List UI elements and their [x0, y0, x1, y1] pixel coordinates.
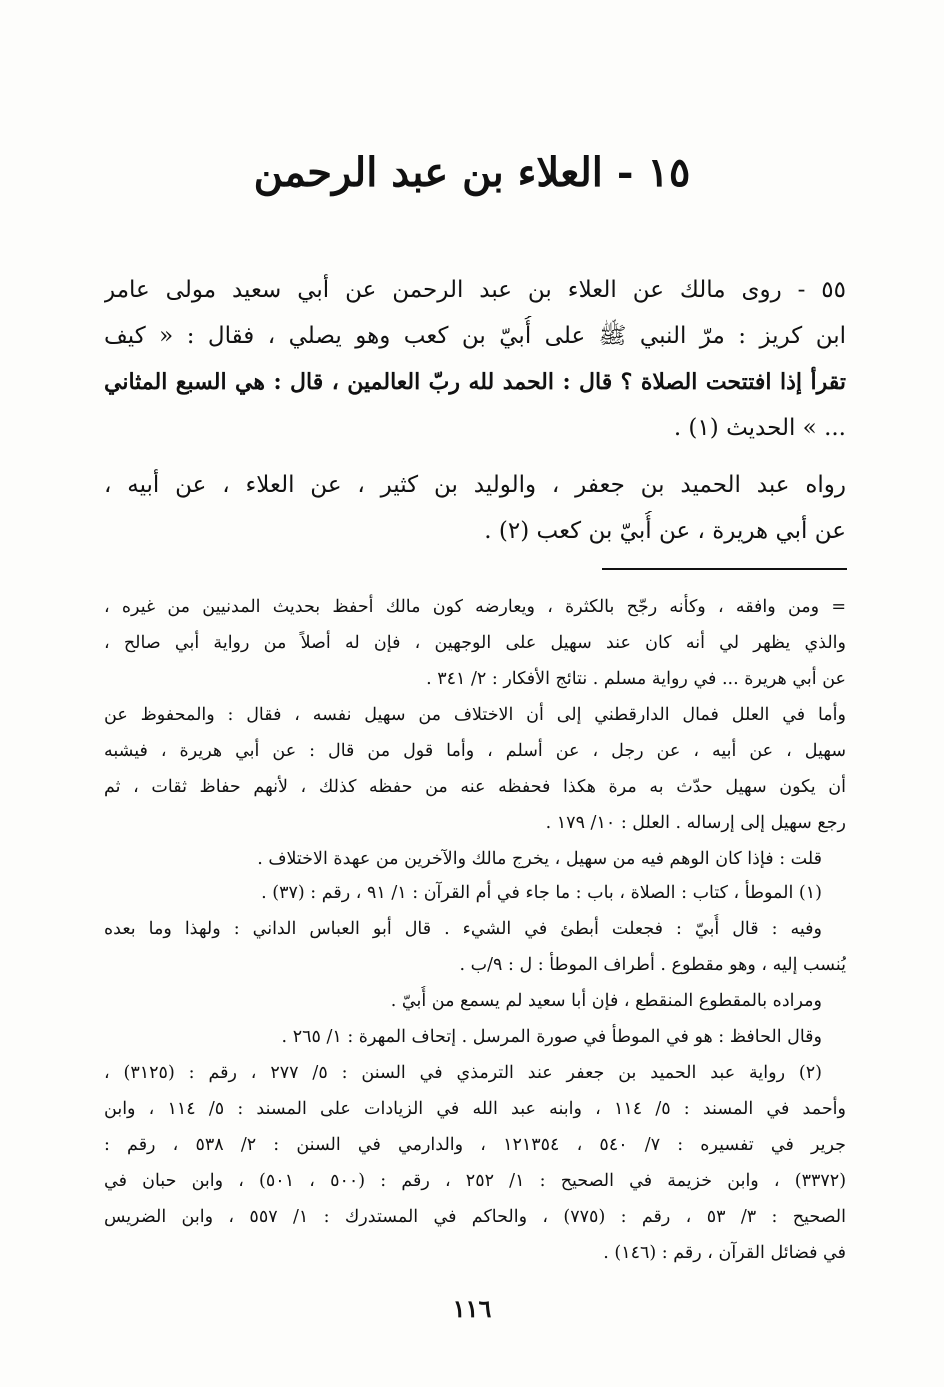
page-number: ١١٦: [452, 1294, 492, 1323]
footnote-line: والذي يظهر لي أنه كان عند سهيل على الوجهين ، فإن له أصلاً من رواية أبي صالح ،: [104, 633, 846, 653]
footnote-line: قلت : فإذا كان الوهم فيه من سهيل ، يخرج مالك والآخرين من عهدة الاختلاف .: [257, 849, 822, 869]
footnote-line: رجع سهيل إلى إرساله . العلل : ١٠/ ١٧٩ .: [545, 813, 846, 833]
footnote-line: = ومن وافقه ، وكأنه رجّح بالكثرة ، ويعارضه كون مالك أحفظ بحديث المدنيين من غيره ،: [104, 597, 846, 617]
main-text-line: ... » الحديث (١) .: [673, 415, 846, 441]
footnote-line: في فضائل القرآن ، رقم : (١٤٦) .: [603, 1243, 846, 1263]
main-text-line: ٥٥ - روى مالك عن العلاء بن عبد الرحمن عن أبي سعيد مولى عامر: [104, 277, 846, 303]
footnote-separator: [602, 568, 847, 570]
chapter-title: ١٥ - العلاء بن عبد الرحمن: [253, 149, 691, 196]
footnote-line: وقال الحافظ : هو في الموطأ في صورة المرسل . إتحاف المهرة : ١/ ٢٦٥ .: [281, 1027, 822, 1047]
footnote-line: وفيه : قال أُبيّ : فجعلت أبطئ في الشيء . قال أبو العباس الداني : ولهذا وما بعده: [104, 919, 822, 939]
footnote-line: (٣٣٧٢) ، وابن خزيمة في الصحيح : ١/ ٢٥٢ ، رقم : (٥٠٠ ، ٥٠١) ، وابن حبان في: [104, 1171, 846, 1191]
main-text-line-bold: تقرأ إذا افتتحت الصلاة ؟ قال : الحمد لله ربّ العالمين ، قال : هي السبع المثاني: [104, 369, 846, 395]
footnote-line: وأحمد في المسند : ٥/ ١١٤ ، وابنه عبد الله في الزيادات على المسند : ٥/ ١١٤ ، وابن: [104, 1099, 846, 1119]
footnote-line: (١) الموطأ ، كتاب : الصلاة ، باب : ما جاء في أم القرآن : ١/ ٩١ ، رقم : (٣٧) .: [261, 883, 822, 903]
main-text-line: ابن كريز : مرّ النبي ﷺ على أُبيّ بن كعب وهو يصلي ، فقال : « كيف: [104, 323, 846, 349]
footnote-line: عن أبي هريرة ... في رواية مسلم . نتائج الأفكار : ٢/ ٣٤١ .: [426, 669, 846, 689]
footnote-line: الصحيح : ٣/ ٥٣ ، رقم : (٧٧٥) ، والحاكم في المستدرك : ١/ ٥٥٧ ، وابن الضريس: [104, 1207, 846, 1227]
footnote-line: أن يكون سهيل حدّث به مرة هكذا فحفظه عنه من حفظه كذلك ، لأنهم حفاظ ثقات ، ثم: [104, 777, 846, 797]
main-text-line: عن أبي هريرة ، عن أُبيّ بن كعب (٢) .: [484, 518, 846, 544]
footnote-line: جرير في تفسيره : ٧/ ٥٤٠ ، ١٢١٣٥٤ ، والدارمي في السنن : ٢/ ٥٣٨ ، رقم :: [104, 1135, 846, 1155]
footnote-line: وأما في العلل فمال الدارقطني إلى أن الاختلاف من سهيل نفسه ، فقال : والمحفوظ عن: [104, 705, 846, 725]
footnote-line: يُنسب إليه ، وهو مقطوع . أطراف الموطأ : ل : ٩/ب .: [459, 955, 846, 975]
footnote-line: ومراده بالمقطوع المنقطع ، فإن أبا سعيد لم يسمع من أُبيّ .: [390, 991, 822, 1011]
footnote-line: (٢) رواية عبد الحميد بن جعفر عند الترمذي في السنن : ٥/ ٢٧٧ ، رقم : (٣١٢٥) ،: [104, 1063, 822, 1083]
main-text-line: رواه عبد الحميد بن جعفر ، والوليد بن كثير ، عن العلاء ، عن أبيه ،: [104, 472, 846, 498]
footnote-line: سهيل ، عن أبيه ، عن رجل ، عن أسلم ، وأما قول من قال : عن أبي هريرة ، فيشبه: [104, 741, 846, 761]
